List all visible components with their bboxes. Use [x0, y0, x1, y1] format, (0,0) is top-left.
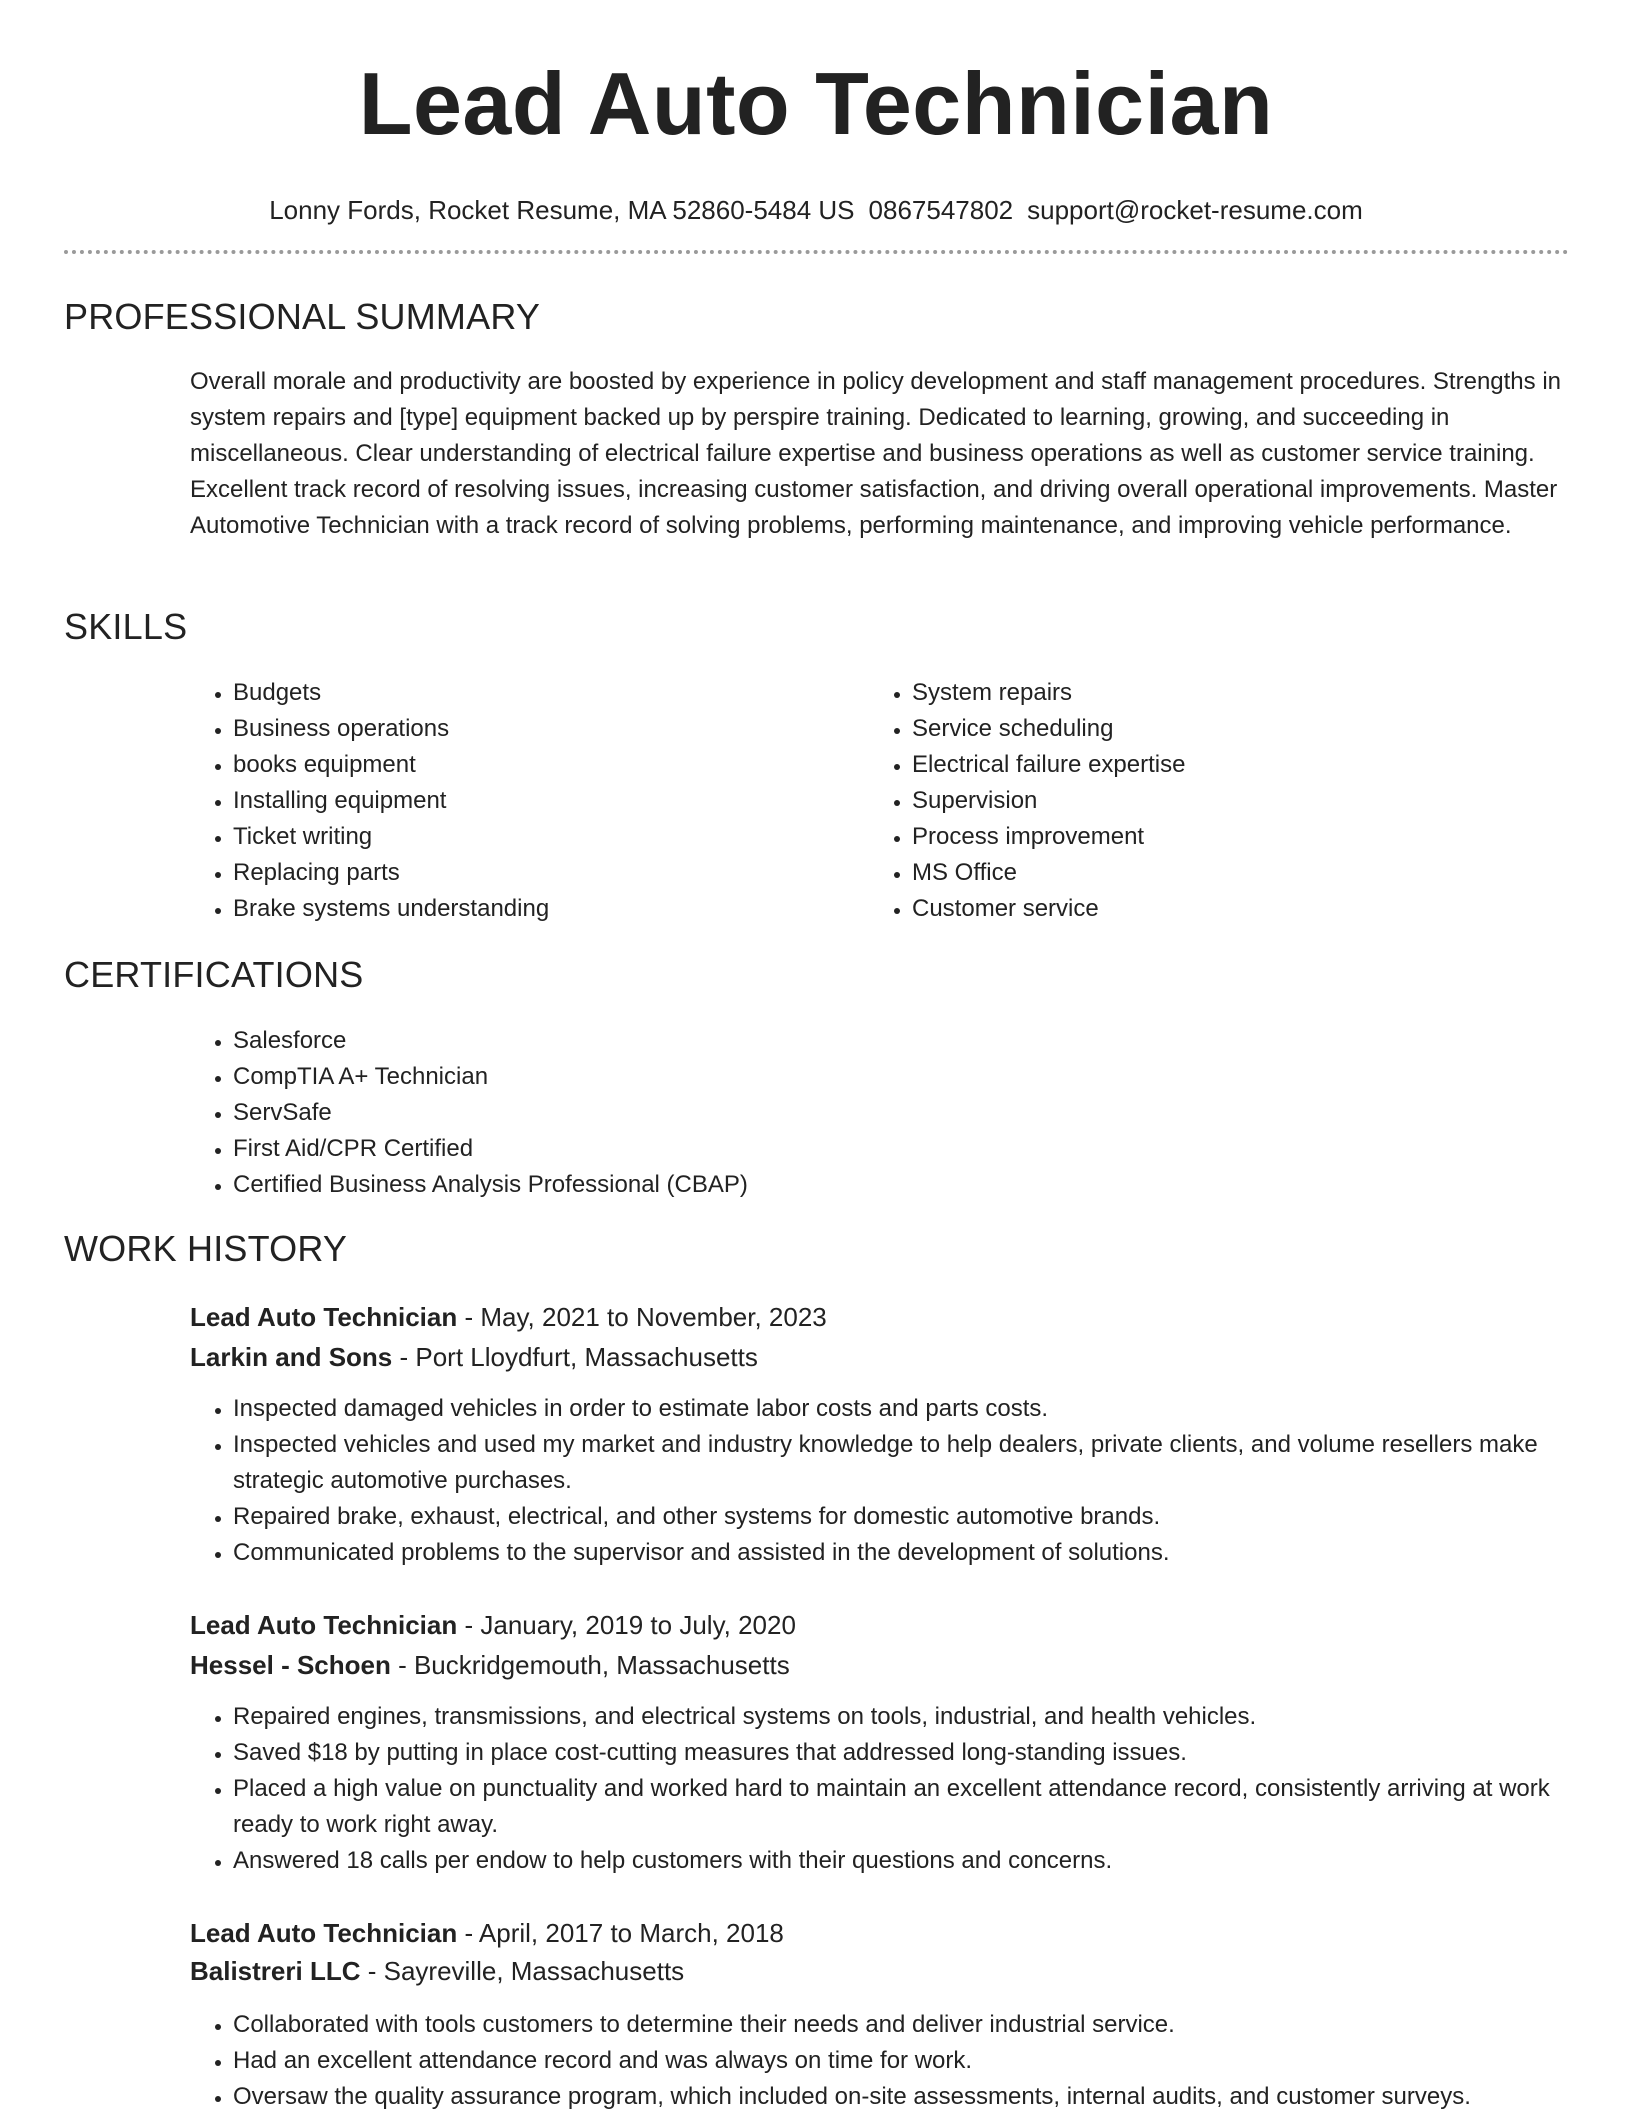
skill-item: • Supervision [912, 783, 1512, 819]
work-history-heading: WORK HISTORY [64, 1228, 348, 1269]
job-duty: • Repaired engines, transmissions, and electrical systems on tools, industrial, and health vehicles. [233, 1699, 1593, 1735]
job-duty: • Inspected damaged vehicles in order to estimate labor costs and parts costs. [233, 1391, 1593, 1427]
skill-item: • Process improvement [912, 819, 1512, 855]
certifications-heading: CERTIFICATIONS [64, 954, 364, 995]
resume-name: Lead Auto Technician [358, 54, 1274, 153]
skills-list-left [190, 675, 833, 927]
job-location: - Port Lloydfurt, Massachusetts [392, 1342, 758, 1372]
job-dates: - January, 2019 to July, 2020 [457, 1610, 796, 1640]
skill-item: • Brake systems understanding [233, 891, 833, 927]
job-duty: • Repaired brake, exhaust, electrical, and other systems for domestic automotive brands. [233, 1499, 1593, 1535]
skill-item: • books equipment [233, 747, 833, 783]
skill-item: • Service scheduling [912, 711, 1512, 747]
job-company: Balistreri LLC [190, 1956, 361, 1986]
skill-item: • Electrical failure expertise [912, 747, 1512, 783]
job-title-line [190, 1915, 784, 1951]
summary-text: Overall morale and productivity are boosted by experience in policy development and staff management procedures. Strengths in system repairs and [type] equipment backed up by perspire training. Dedicated to learning, growing, and succeeding in miscellaneous. Clear understanding of electrical failure expertise and business operations as well as customer service training. Excellent track record of resolving issues, increasing customer satisfaction, and driving overall operational improvements. Master Automotive Technician with a track record of solving problems, performing maintenance, and improving vehicle performance. [190, 368, 1561, 539]
job-dates: - April, 2017 to March, 2018 [457, 1918, 784, 1948]
certification-item: • Certified Business Analysis Professional (CBAP) [233, 1167, 1613, 1203]
certification-item: • CompTIA A+ Technician [233, 1059, 1613, 1095]
contact-line [0, 194, 1632, 226]
job-location: - Buckridgemouth, Massachusetts [390, 1650, 790, 1680]
skill-item: • MS Office [912, 855, 1512, 891]
certification-item: • ServSafe [233, 1095, 1613, 1131]
skill-item: • Customer service [912, 891, 1512, 927]
certification-item: • Salesforce [233, 1023, 1613, 1059]
skill-item: • Ticket writing [233, 819, 833, 855]
job-company-line [190, 1647, 790, 1683]
job-duty: • Saved $18 by putting in place cost-cutting measures that addressed long-standing issues. [233, 1735, 1593, 1771]
contact-phone: 0867547802 [868, 195, 1014, 225]
contact-address: Lonny Fords, Rocket Resume, MA 52860-5484 US [269, 195, 855, 225]
job-duty: • Answered 18 calls per endow to help customers with their questions and concerns. [233, 1843, 1593, 1879]
job-duty: • Inspected vehicles and used my market and industry knowledge to help dealers, private clients, and volume resellers make strategic automotive purchases. [233, 1427, 1593, 1499]
job-duty: • Communicated problems to the supervisor and assisted in the development of solutions. [233, 1535, 1593, 1571]
job-company: Larkin and Sons [190, 1342, 393, 1372]
certification-item: • First Aid/CPR Certified [233, 1131, 1613, 1167]
job-duties-list [190, 1699, 1593, 1879]
skill-item: • Business operations [233, 711, 833, 747]
job-location: - Sayreville, Massachusetts [360, 1956, 685, 1986]
job-duty: • Oversaw the quality assurance program, which included on-site assessments, internal audits, and customer surveys. [233, 2079, 1593, 2115]
skills-list-right [869, 675, 1512, 927]
job-duties-list [190, 2007, 1593, 2115]
job-company: Hessel - Schoen [190, 1650, 391, 1680]
job-title: Lead Auto Technician [190, 1302, 458, 1332]
certifications-list [190, 1023, 1613, 1203]
skill-item: • System repairs [912, 675, 1512, 711]
header-divider [64, 250, 1569, 254]
skill-item: • Replacing parts [233, 855, 833, 891]
job-duties-list [190, 1391, 1593, 1571]
job-duty: • Placed a high value on punctuality and worked hard to maintain an excellent attendance record, consistently arriving at work ready to work right away. [233, 1771, 1593, 1843]
job-duty: • Had an excellent attendance record and was always on time for work. [233, 2043, 1593, 2079]
job-title: Lead Auto Technician [190, 1918, 458, 1948]
skill-item: • Installing equipment [233, 783, 833, 819]
job-company-line [190, 1339, 758, 1375]
job-title-line [190, 1607, 796, 1643]
job-title: Lead Auto Technician [190, 1610, 458, 1640]
job-dates: - May, 2021 to November, 2023 [457, 1302, 827, 1332]
summary-heading: PROFESSIONAL SUMMARY [64, 296, 541, 337]
skill-item: • Budgets [233, 675, 833, 711]
skills-heading: SKILLS [64, 606, 188, 647]
contact-email: support@rocket-resume.com [1027, 195, 1363, 225]
resume-header [0, 0, 1632, 226]
job-duty: • Collaborated with tools customers to determine their needs and deliver industrial service. [233, 2007, 1593, 2043]
job-title-line [190, 1299, 827, 1335]
job-company-line [190, 1953, 684, 1989]
